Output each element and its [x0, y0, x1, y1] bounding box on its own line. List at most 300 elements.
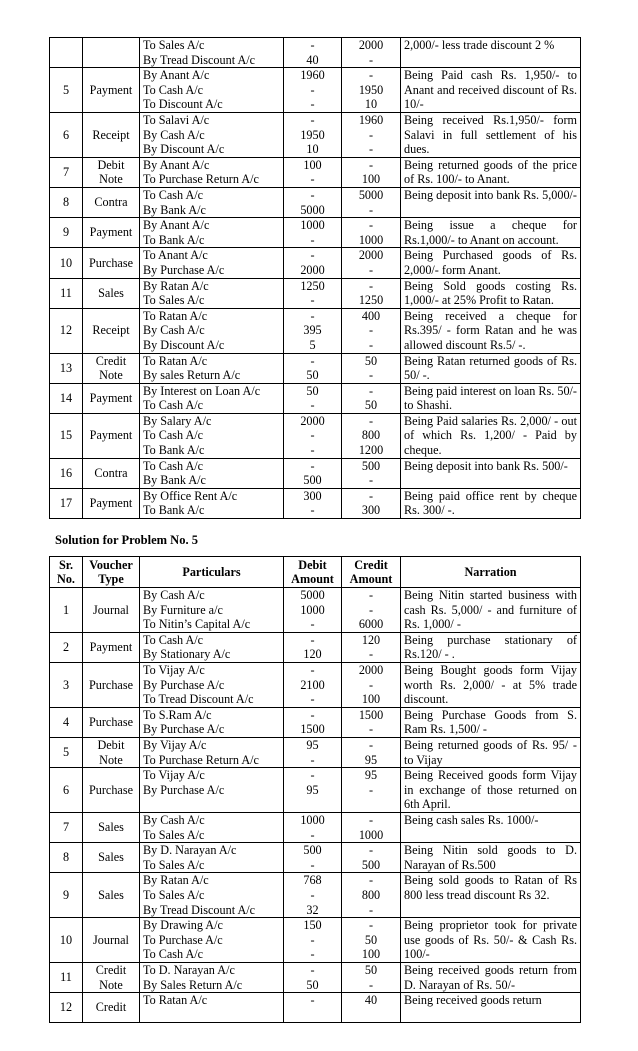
credit-value: -: [368, 262, 374, 277]
particulars-cell: [140, 737, 284, 767]
voucher-type-cell: Payment: [83, 68, 140, 113]
sr-no-cell: 6: [50, 112, 83, 157]
credit-amount-cell: [342, 308, 401, 353]
sr-no-cell: 1: [50, 588, 83, 633]
debit-value: -: [310, 248, 315, 263]
debit-amount-cell: [284, 873, 342, 918]
credit-value: 400: [361, 308, 381, 323]
particulars-line: By Discount A/c: [143, 337, 225, 352]
narration-cell: Being issue a cheque for Rs.1,000/- to Anant on account.: [401, 218, 581, 248]
debit-value: -: [310, 172, 315, 187]
particulars-cell: [140, 413, 284, 458]
narration-cell: Being Paid salaries Rs. 2,000/ - out of which Rs. 1,200/ - Paid by cheque.: [401, 413, 581, 458]
credit-value: -: [368, 278, 374, 293]
credit-value: 40: [364, 993, 378, 1008]
particulars-line: To Cash A/c: [143, 187, 204, 202]
debit-value: 5000: [300, 588, 325, 602]
credit-value: -: [368, 218, 374, 233]
voucher-table-continued-body: [50, 38, 581, 519]
sr-no-cell: 4: [50, 707, 83, 737]
header-narration: Narration: [401, 557, 581, 588]
particulars-cell: [140, 308, 284, 353]
particulars-line: To S.Ram A/c: [143, 707, 212, 722]
debit-value: -: [310, 768, 315, 783]
credit-value: -: [368, 677, 374, 692]
narration-cell: Being sold goods to Ratan of Rs 800 less tread discount Rs 32.: [401, 873, 581, 918]
debit-amount-cell: [284, 812, 342, 842]
credit-value: 95: [364, 768, 378, 783]
debit-amount-cell: [284, 157, 342, 187]
particulars-line: By Bank A/c: [143, 202, 206, 217]
header-credit-amount: Credit Amount: [342, 557, 401, 588]
sr-no-cell: 10: [50, 248, 83, 278]
credit-value: 300: [361, 503, 381, 518]
credit-value: -: [368, 602, 374, 617]
particulars-cell: [140, 812, 284, 842]
credit-value: -: [368, 782, 374, 797]
narration-cell: Being paid interest on loan Rs. 50/- to Shashi.: [401, 383, 581, 413]
voucher-type-cell: Journal: [83, 918, 140, 963]
narration-cell: Being Bought goods form Vijay worth Rs. 2,000/ - at 5% trade discount.: [401, 662, 581, 707]
credit-value: -: [368, 202, 374, 217]
credit-amount-cell: [342, 962, 401, 992]
solution-title: Solution for Problem No. 5: [55, 533, 198, 547]
debit-value: 100: [303, 157, 322, 172]
debit-value: 10: [306, 142, 319, 157]
table-row: [50, 962, 581, 992]
table-row: [50, 768, 581, 813]
voucher-type-cell: Payment: [83, 383, 140, 413]
voucher-type-cell: [83, 157, 140, 187]
credit-amount-cell: [342, 737, 401, 767]
voucher-type-cell: Payment: [83, 413, 140, 458]
debit-value: 1950: [300, 127, 325, 142]
particulars-line: To Tread Discount A/c: [143, 692, 254, 707]
narration-cell: Being Sold goods costing Rs. 1,000/- at 25% Profit to Ratan.: [401, 278, 581, 308]
particulars-line: By Anant A/c: [143, 157, 210, 172]
credit-value: -: [368, 127, 374, 142]
credit-value: -: [368, 337, 374, 352]
particulars-cell: [140, 632, 284, 662]
credit-value: 800: [361, 428, 381, 443]
voucher-type-word: Debit: [97, 737, 125, 752]
particulars-line: To Sales A/c: [143, 38, 205, 52]
narration-cell: Being Received goods form Vijay in exchange of those returned on 6th April.: [401, 768, 581, 813]
debit-value: 300: [303, 488, 322, 503]
header-voucher-type: Voucher Type: [83, 557, 140, 588]
credit-value: 2000: [358, 38, 384, 52]
sr-no-cell: 9: [50, 218, 83, 248]
credit-value: -: [368, 812, 374, 827]
credit-value: -: [368, 902, 374, 917]
particulars-cell: [140, 353, 284, 383]
credit-value: -: [368, 323, 374, 338]
sr-no-cell: 6: [50, 768, 83, 813]
credit-value: -: [368, 383, 374, 398]
particulars-cell: [140, 843, 284, 873]
narration-cell: Being Ratan returned goods of Rs. 50/ -.: [401, 353, 581, 383]
particulars-line: To Vijay A/c: [143, 662, 205, 677]
particulars-line: By Tread Discount A/c: [143, 52, 256, 67]
voucher-type-cell: Sales: [83, 278, 140, 308]
credit-value: -: [368, 722, 374, 737]
debit-value: -: [310, 428, 315, 443]
particulars-line: To Vijay A/c: [143, 768, 205, 783]
narration-cell: Being received goods return from D. Narayan of Rs. 50/-: [401, 962, 581, 992]
particulars-line: To Cash A/c: [143, 632, 204, 647]
debit-value: 2000: [300, 413, 325, 428]
particulars-line: To Discount A/c: [143, 97, 223, 112]
particulars-cell: [140, 873, 284, 918]
debit-value: 50: [306, 977, 319, 992]
table-header-row: [50, 557, 581, 588]
debit-value: 768: [303, 873, 322, 888]
particulars-line: To Ratan A/c: [143, 353, 208, 368]
credit-value: -: [368, 737, 374, 752]
narration-cell: Being received Rs.1,950/- form Salavi in full settlement of his dues.: [401, 112, 581, 157]
narration-cell: Being Purchase Goods from S. Ram Rs. 1,500/ -: [401, 707, 581, 737]
debit-value: -: [310, 503, 315, 518]
narration-cell: Being Purchased goods of Rs. 2,000/- form Anant.: [401, 248, 581, 278]
voucher-type-cell: Payment: [83, 218, 140, 248]
debit-value: 32: [306, 902, 319, 917]
voucher-type-cell: Purchase: [83, 707, 140, 737]
credit-amount-cell: [342, 873, 401, 918]
voucher-type-word: Note: [99, 368, 123, 383]
credit-value: 50: [364, 962, 378, 977]
voucher-type-cell: Receipt: [83, 112, 140, 157]
particulars-cell: [140, 187, 284, 217]
credit-amount-cell: [342, 68, 401, 113]
particulars-line: To Purchase Return A/c: [143, 752, 259, 767]
credit-amount-cell: [342, 918, 401, 963]
table-row: [50, 458, 581, 488]
sr-no-cell: 5: [50, 68, 83, 113]
table-row: [50, 918, 581, 963]
credit-value: 1250: [358, 293, 384, 308]
debit-amount-cell: [284, 68, 342, 113]
particulars-line: By Stationary A/c: [143, 647, 231, 662]
credit-value: 50: [364, 932, 378, 947]
particulars-line: By D. Narayan A/c: [143, 843, 237, 858]
credit-amount-cell: [342, 458, 401, 488]
sr-no-cell: 15: [50, 413, 83, 458]
particulars-line: By Salary A/c: [143, 413, 212, 428]
debit-value: -: [310, 38, 315, 52]
table-row: [50, 187, 581, 217]
particulars-cell: [140, 488, 284, 518]
voucher-table-continued: [49, 37, 581, 519]
sr-no-cell: 11: [50, 278, 83, 308]
debit-value: -: [310, 662, 315, 677]
debit-value: 50: [306, 383, 319, 398]
sr-no-cell: 13: [50, 353, 83, 383]
particulars-line: By Anant A/c: [143, 218, 210, 233]
voucher-type-cell: Journal: [83, 588, 140, 633]
credit-amount-cell: [342, 38, 401, 68]
table-row: [50, 993, 581, 1023]
particulars-line: To Purchase A/c: [143, 932, 223, 947]
voucher-type-cell: Contra: [83, 458, 140, 488]
voucher-type-word: Credit: [95, 962, 127, 977]
debit-value: -: [310, 932, 315, 947]
particulars-line: By Office Rent A/c: [143, 488, 238, 503]
voucher-type-cell: [83, 38, 140, 68]
credit-amount-cell: [342, 157, 401, 187]
debit-value: -: [310, 752, 315, 767]
table-row: [50, 383, 581, 413]
debit-amount-cell: [284, 308, 342, 353]
credit-value: 1000: [358, 827, 384, 842]
particulars-line: To Salavi A/c: [143, 112, 210, 127]
credit-value: -: [368, 473, 374, 488]
debit-value: -: [310, 947, 315, 962]
debit-amount-cell: [284, 918, 342, 963]
debit-value: -: [310, 993, 315, 1008]
voucher-type-cell: Credit: [83, 993, 140, 1023]
credit-value: 800: [361, 887, 381, 902]
voucher-type-cell: Contra: [83, 187, 140, 217]
credit-value: 1500: [358, 707, 384, 722]
particulars-line: By Bank A/c: [143, 473, 206, 488]
credit-value: 500: [361, 857, 381, 872]
particulars-line: To Purchase Return A/c: [143, 172, 259, 187]
debit-value: -: [310, 827, 315, 842]
particulars-line: To Ratan A/c: [143, 993, 208, 1008]
particulars-cell: [140, 157, 284, 187]
sr-no-cell: 11: [50, 962, 83, 992]
particulars-line: By Interest on Loan A/c: [143, 383, 261, 398]
debit-amount-cell: [284, 632, 342, 662]
voucher-type-cell: [83, 737, 140, 767]
debit-value: -: [310, 308, 315, 323]
particulars-line: By sales Return A/c: [143, 368, 241, 383]
narration-cell: Being deposit into bank Rs. 5,000/-: [401, 187, 581, 217]
particulars-line: To Cash A/c: [143, 428, 204, 443]
debit-amount-cell: [284, 588, 342, 633]
debit-value: -: [310, 617, 315, 632]
table-row: [50, 308, 581, 353]
credit-amount-cell: [342, 632, 401, 662]
narration-cell: Being returned goods of the price of Rs. 100/- to Anant.: [401, 157, 581, 187]
particulars-line: By Purchase A/c: [143, 677, 225, 692]
particulars-line: To Sales A/c: [143, 827, 205, 842]
debit-amount-cell: [284, 843, 342, 873]
sr-no-cell: 2: [50, 632, 83, 662]
credit-amount-cell: [342, 278, 401, 308]
header-debit-amount: Debit Amount: [284, 557, 342, 588]
particulars-line: To Sales A/c: [143, 887, 205, 902]
particulars-line: By Furniture a/c: [143, 602, 223, 617]
voucher-type-cell: [83, 353, 140, 383]
debit-amount-cell: [284, 413, 342, 458]
table-row: [50, 737, 581, 767]
table-row: [50, 278, 581, 308]
sr-no-cell: 3: [50, 662, 83, 707]
debit-value: 500: [303, 843, 322, 858]
narration-cell: Being Nitin sold goods to D. Narayan of Rs.500: [401, 843, 581, 873]
debit-value: -: [310, 692, 315, 707]
debit-value: -: [310, 232, 315, 247]
solution-table-body: [50, 588, 581, 1023]
particulars-line: To Bank A/c: [143, 443, 205, 458]
debit-value: 1500: [300, 722, 325, 737]
credit-value: -: [368, 413, 374, 428]
particulars-cell: [140, 662, 284, 707]
header-sr-no: Sr. No.: [50, 557, 83, 588]
voucher-type-cell: Sales: [83, 873, 140, 918]
credit-amount-cell: [342, 248, 401, 278]
debit-value: -: [310, 353, 315, 368]
debit-value: -: [310, 398, 315, 413]
debit-amount-cell: [284, 662, 342, 707]
debit-value: 5: [309, 337, 316, 352]
particulars-line: To Cash A/c: [143, 458, 204, 473]
particulars-line: To Ratan A/c: [143, 308, 208, 323]
sr-no-cell: 14: [50, 383, 83, 413]
table-row: [50, 218, 581, 248]
particulars-line: To Cash A/c: [143, 82, 204, 97]
debit-value: -: [310, 112, 315, 127]
credit-value: 1950: [358, 82, 384, 97]
debit-value: 40: [306, 52, 319, 67]
debit-amount-cell: [284, 112, 342, 157]
particulars-cell: [140, 768, 284, 813]
sr-no-cell: 8: [50, 187, 83, 217]
debit-value: 500: [303, 473, 322, 488]
table-row: [50, 812, 581, 842]
credit-amount-cell: [342, 707, 401, 737]
particulars-cell: [140, 112, 284, 157]
credit-amount-cell: [342, 413, 401, 458]
particulars-line: By Purchase A/c: [143, 262, 225, 277]
particulars-line: By Anant A/c: [143, 68, 210, 83]
particulars-line: By Tread Discount A/c: [143, 902, 256, 917]
credit-value: 10: [364, 97, 378, 112]
voucher-type-cell: Purchase: [83, 768, 140, 813]
debit-amount-cell: [284, 458, 342, 488]
credit-value: 100: [361, 172, 381, 187]
particulars-line: By Vijay A/c: [143, 737, 207, 752]
table-row: [50, 588, 581, 633]
particulars-line: To Nitin’s Capital A/c: [143, 617, 251, 632]
debit-amount-cell: [284, 278, 342, 308]
particulars-line: By Ratan A/c: [143, 873, 209, 888]
debit-value: -: [310, 458, 315, 473]
particulars-cell: [140, 588, 284, 633]
credit-amount-cell: [342, 768, 401, 813]
particulars-cell: [140, 918, 284, 963]
table-row: [50, 843, 581, 873]
debit-value: 120: [303, 647, 322, 662]
credit-value: 100: [361, 947, 381, 962]
particulars-cell: [140, 458, 284, 488]
voucher-type-cell: Sales: [83, 843, 140, 873]
credit-value: 2000: [358, 662, 384, 677]
voucher-type-word: Debit: [97, 157, 125, 172]
credit-amount-cell: [342, 812, 401, 842]
table-row: [50, 662, 581, 707]
debit-value: 1960: [300, 68, 325, 83]
narration-cell: Being returned goods of Rs. 95/ - to Vijay: [401, 737, 581, 767]
debit-value: -: [310, 632, 315, 647]
voucher-type-cell: [83, 962, 140, 992]
table-row: [50, 873, 581, 918]
particulars-line: To Sales A/c: [143, 293, 205, 308]
narration-cell: Being received goods return: [401, 993, 581, 1023]
debit-value: 5000: [300, 202, 325, 217]
debit-value: -: [310, 962, 315, 977]
debit-value: -: [310, 97, 315, 112]
credit-value: 5000: [358, 187, 384, 202]
particulars-line: By Sales Return A/c: [143, 977, 243, 992]
particulars-line: To Anant A/c: [143, 248, 208, 263]
credit-value: -: [368, 588, 374, 602]
table-row: [50, 353, 581, 383]
sr-no-cell: [50, 38, 83, 68]
particulars-line: To Cash A/c: [143, 947, 204, 962]
particulars-cell: [140, 218, 284, 248]
narration-cell: Being purchase stationary of Rs.120/ - .: [401, 632, 581, 662]
narration-cell: Being cash sales Rs. 1000/-: [401, 812, 581, 842]
particulars-line: By Discount A/c: [143, 142, 225, 157]
credit-amount-cell: [342, 488, 401, 518]
credit-amount-cell: [342, 187, 401, 217]
debit-value: 1000: [300, 812, 325, 827]
credit-value: -: [368, 52, 374, 67]
voucher-type-word: Note: [99, 172, 123, 187]
debit-value: 150: [303, 918, 322, 933]
debit-value: -: [310, 82, 315, 97]
particulars-line: By Cash A/c: [143, 812, 205, 827]
credit-value: 50: [364, 398, 378, 413]
debit-value: 395: [303, 323, 322, 338]
narration-cell: Being Nitin started business with cash Rs. 5,000/ - and furniture of Rs. 1,000/ -: [401, 588, 581, 633]
debit-value: -: [310, 707, 315, 722]
debit-amount-cell: [284, 248, 342, 278]
credit-amount-cell: [342, 843, 401, 873]
sr-no-cell: 12: [50, 993, 83, 1023]
particulars-line: To Bank A/c: [143, 232, 205, 247]
debit-value: 95: [306, 782, 319, 797]
sr-no-cell: 7: [50, 157, 83, 187]
table-row: [50, 68, 581, 113]
credit-value: 95: [364, 752, 378, 767]
particulars-line: By Purchase A/c: [143, 782, 225, 797]
debit-value: -: [310, 293, 315, 308]
particulars-line: By Ratan A/c: [143, 278, 209, 293]
credit-value: -: [368, 68, 374, 83]
particulars-line: By Purchase A/c: [143, 722, 225, 737]
credit-value: -: [368, 873, 374, 888]
credit-amount-cell: [342, 112, 401, 157]
credit-amount-cell: [342, 353, 401, 383]
credit-value: 1000: [358, 232, 384, 247]
particulars-cell: [140, 383, 284, 413]
particulars-line: By Drawing A/c: [143, 918, 223, 933]
credit-value: -: [368, 488, 374, 503]
sr-no-cell: 16: [50, 458, 83, 488]
debit-value: -: [310, 443, 315, 458]
credit-value: 2000: [358, 248, 384, 263]
particulars-line: By Cash A/c: [143, 588, 205, 602]
debit-value: 1250: [300, 278, 325, 293]
credit-value: -: [368, 647, 374, 662]
table-row: [50, 488, 581, 518]
debit-value: 2000: [300, 262, 325, 277]
debit-value: 1000: [300, 218, 325, 233]
sr-no-cell: 12: [50, 308, 83, 353]
